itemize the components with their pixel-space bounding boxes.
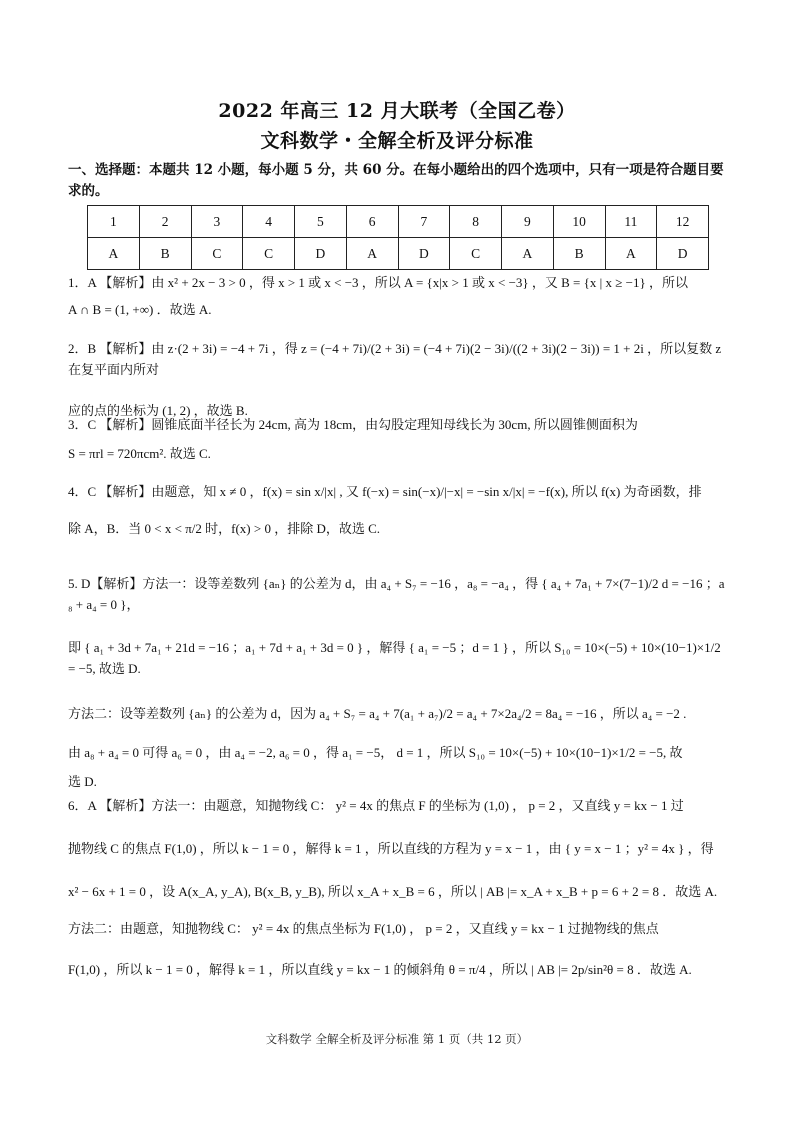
solution-6 [68,795,728,980]
solution-4-line-2: 除 A，B．当 0 < x < π/2 时，f(x) > 0 ，排除 D，故选 C. [68,521,381,536]
solution-6-line-1: 6．A 【解析】方法一：由题意，知抛物线 C： y² = 4x 的焦点 F 的坐标为 (1,0) ， p = 2 ，又直线 y = kx − 1 过 [68,798,684,813]
answer-cell: D [295,238,347,270]
question-number: 5 [295,206,347,238]
solution-3-line-1: 3．C 【解析】圆锥底面半径长为 24cm, 高为 18cm，由勾股定理知母线长为 30cm, 所以圆锥侧面积为 [68,417,638,432]
page-title: 2022 年高三 12 月大联考（全国乙卷） [218,100,576,122]
answer-cell: C [450,238,502,270]
answer-cell: A [88,238,140,270]
solution-2-line-2: 应的点的坐标为 (1, 2) ，故选 B. [68,403,248,418]
solution-1-line-2: A ∩ B = (1, +∞) ．故选 A. [68,302,212,317]
answer-cell: C [243,238,295,270]
solution-6-line-3: x² − 6x + 1 = 0 ，设 A(x_A, y_A), B(x_B, y_B), 所以 x_A + x_B = 6 ，所以 | AB |= x_A + x_B + p = 6 + 2 = 8 ．故选 A. [68,884,718,899]
answer-cell: A [346,238,398,270]
question-number: 11 [605,206,657,238]
answer-cell: A [605,238,657,270]
section-header: 一、选择题：本题共 12 小题，每小题 5 分，共 60 分。在每小题给出的四个选项中，只有一项是符合题目要求的。 [68,162,724,199]
answer-table-answer-row [88,238,709,270]
answer-cell: C [191,238,243,270]
question-number: 3 [191,206,243,238]
solution-2-line-1: 2．B 【解析】由 z·(2 + 3i) = −4 + 7i ，得 z = (−4 + 7i)/(2 + 3i) = (−4 + 7i)(2 − 3i)/((2 + 3i)(2 − 3i)) = 1 + 2i ，所以复数 z 在复平面内所对 [68,341,722,377]
solution-3 [68,414,728,464]
solution-4 [68,481,728,539]
solution-6-line-4: 方法二：由题意，知抛物线 C： y² = 4x 的焦点坐标为 F(1,0) ， p = 2 ，又直线 y = kx − 1 过抛物线的焦点 [68,921,659,936]
question-number: 8 [450,206,502,238]
solution-1 [68,272,728,320]
answer-cell: D [398,238,450,270]
solution-5-line-5: 选 D. [68,774,97,789]
page-subtitle: 文科数学・全解全析及评分标准 [260,130,534,152]
solution-4-line-1: 4．C 【解析】由题意，知 x ≠ 0 ，f(x) = sin x/|x| , 又 f(−x) = sin(−x)/|−x| = −sin x/|x| = −f(x), 所以 f(x) 为奇函数，排 [68,484,702,499]
answer-cell: B [553,238,605,270]
solution-5-line-3: 方法二：设等差数列 {aₙ} 的公差为 d，因为 a₄ + S₇ = a₄ + 7(a₁ + a₇)/2 = a₄ + 7×2a₄/2 = 8a₄ = −16 ，所以 a₄ = −2 . [68,706,687,721]
question-number: 12 [657,206,709,238]
solution-6-line-5: F(1,0) ，所以 k − 1 = 0 ，解得 k = 1 ，所以直线 y = kx − 1 的倾斜角 θ = π/4 ，所以 | AB |= 2p/sin²θ = 8 ．故选 A. [68,962,692,977]
solution-5-line-1: 5. D【解析】方法一：设等差数列 {aₙ} 的公差为 d，由 a₄ + S₇ = −16 ，a₈ = −a₄ ，得 { a₄ + 7a₁ + 7×(7−1)/2 d = −16 ；a₈ + a₄ = 0 }， [68,576,725,612]
answer-cell: A [502,238,554,270]
answer-cell: D [657,238,709,270]
question-number: 2 [139,206,191,238]
question-number: 4 [243,206,295,238]
question-number: 9 [502,206,554,238]
solution-5 [68,573,728,792]
question-number: 1 [88,206,140,238]
question-number: 6 [346,206,398,238]
solution-5-line-4: 由 a₈ + a₄ = 0 可得 a₆ = 0 ，由 a₄ = −2, a₆ = 0 ，得 a₁ = −5， d = 1 ，所以 S₁₀ = 10×(−5) + 10×(10−1)×1/2 = −5, 故 [68,745,683,760]
page-footer: 文科数学 全解全析及评分标准 第 1 页（共 12 页） [265,1032,529,1046]
question-number: 7 [398,206,450,238]
answer-table [87,205,709,270]
solution-5-line-2: 即 { a₁ + 3d + 7a₁ + 21d = −16 ；a₁ + 7d + a₁ + 3d = 0 } ，解得 { a₁ = −5 ；d = 1 } ，所以 S₁₀ = 10×(−5) + 10×(10−1)×1/2 = −5, 故选 D. [68,640,721,676]
solution-1-line-1: 1．A 【解析】由 x² + 2x − 3 > 0 ，得 x > 1 或 x < −3 ，所以 A = {x|x > 1 或 x < −3} ，又 B = {x | x ≥ −1} ，所以 [68,275,688,290]
answer-cell: B [139,238,191,270]
question-number: 10 [553,206,605,238]
solution-3-line-2: S = πrl = 720πcm². 故选 C. [68,446,211,461]
answer-table-number-row [88,206,709,238]
solution-2 [68,338,728,421]
solution-6-line-2: 抛物线 C 的焦点 F(1,0) ，所以 k − 1 = 0 ，解得 k = 1 ，所以直线的方程为 y = x − 1 ，由 { y = x − 1 ；y² = 4x } ，得 [68,841,714,856]
